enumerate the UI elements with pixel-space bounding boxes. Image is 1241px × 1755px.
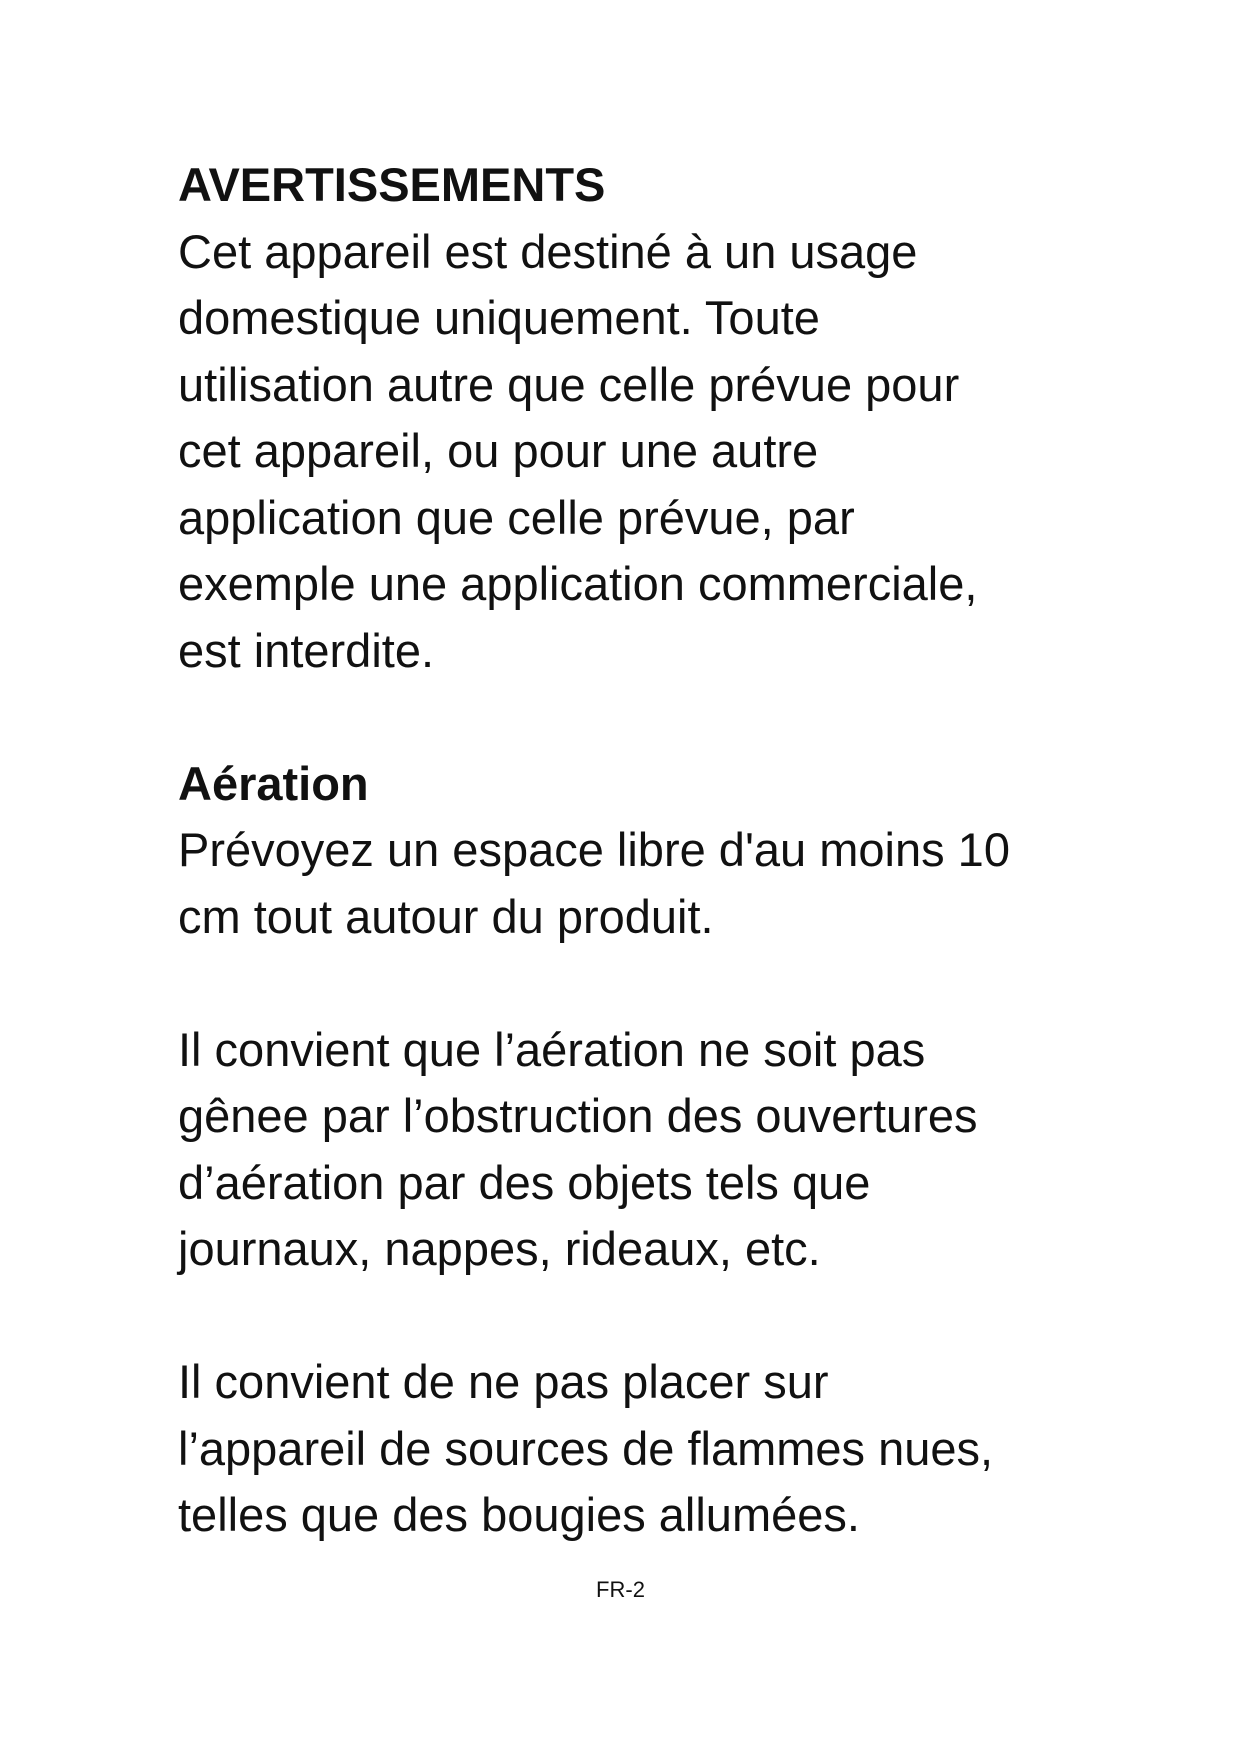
warnings-line: Cet appareil est destiné à un usage [178,224,918,278]
document-body [178,152,1078,1549]
warnings-line: utilisation autre que celle prévue pour [178,357,960,411]
paragraph-spacer [178,684,1078,751]
warnings-line: domestique uniquement. Toute [178,291,820,344]
flame-warning-line: Il convient de ne pas placer sur [178,1355,829,1408]
warnings-line: cet appareil, ou pour une autre [178,424,819,477]
section-heading-ventilation: Aération [178,756,369,810]
paragraph-spacer [178,950,1078,1017]
ventilation-line: cm tout autour du produit. [178,889,714,943]
warnings-line: est interdite. [178,623,435,677]
page-number: FR-2 [596,1577,645,1602]
obstruction-line: Il convient que l’aération ne soit pas [178,1022,926,1076]
flame-warning-line: telles que des bougies allumées. [178,1488,860,1541]
paragraph-spacer [178,1283,1078,1350]
obstruction-line: gênee par l’obstruction des ouvertures [178,1089,978,1142]
warnings-line: exemple une application commerciale, [178,557,978,610]
flame-warning-line: l’appareil de sources de flammes nues, [178,1421,994,1475]
ventilation-line: Prévoyez un espace libre d'au moins 10 [178,823,1010,876]
warnings-line: application que celle prévue, par [178,490,855,544]
obstruction-line: d’aération par des objets tels que [178,1155,871,1209]
obstruction-line: journaux, nappes, rideaux, etc. [178,1222,821,1275]
section-heading-warnings: AVERTISSEMENTS [178,158,606,211]
